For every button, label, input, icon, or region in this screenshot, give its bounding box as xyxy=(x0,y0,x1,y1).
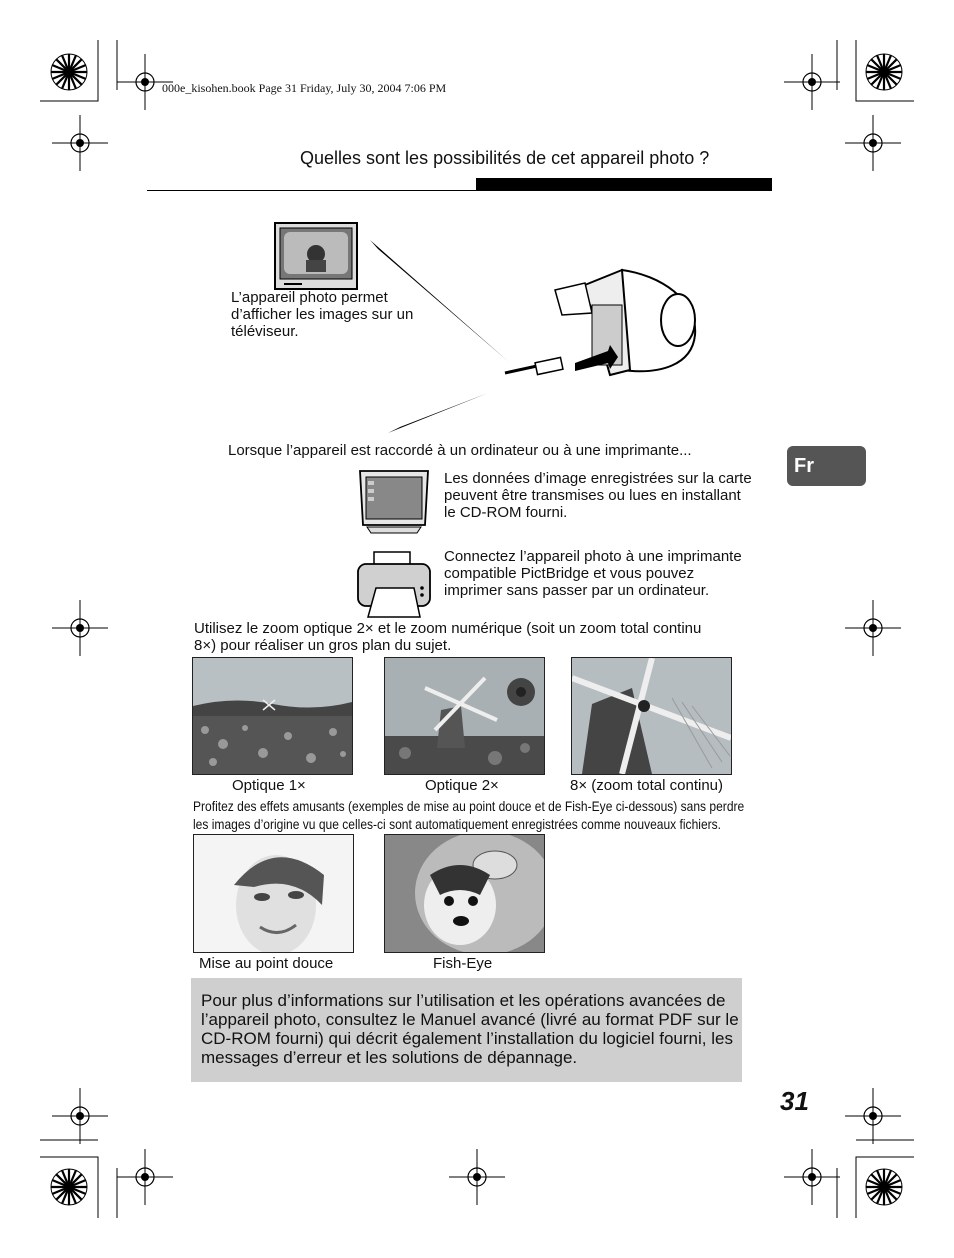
info-box xyxy=(191,978,742,1082)
computer-monitor-icon xyxy=(357,467,431,535)
language-tab-label: Fr xyxy=(794,455,814,477)
camera-connection-illustration xyxy=(360,235,705,435)
photo-fish-eye xyxy=(384,834,545,953)
caption-8x-zoom: 8× (zoom total continu) xyxy=(570,777,723,794)
page-number: 31 xyxy=(780,1086,809,1116)
language-tab xyxy=(787,446,866,486)
computer-description: Les données d’image enregistrées sur la carte peuvent être transmises ou lues en installant le CD-ROM fourni. xyxy=(444,470,752,521)
photo-soft-focus xyxy=(193,834,354,953)
caption-optical-2x: Optique 2× xyxy=(425,777,499,794)
tv-icon xyxy=(274,222,358,290)
effects-intro-line2: les images d’origine vu que celles-ci sont automatiquement enregistrées comme nouveaux fichiers. xyxy=(193,816,722,832)
printer-description: Connectez l’appareil photo à une imprimante compatible PictBridge et vous pouvez imprimer sans passer par un ordinateur. xyxy=(444,548,742,599)
title-rule-thin xyxy=(147,190,477,191)
caption-fish-eye: Fish-Eye xyxy=(433,955,493,972)
photo-8x-zoom xyxy=(571,657,732,775)
photo-optical-2x xyxy=(384,657,545,775)
printer-icon xyxy=(356,550,436,618)
title-rule-thick xyxy=(476,178,772,191)
caption-optical-1x: Optique 1× xyxy=(232,777,306,794)
caption-soft-focus: Mise au point douce xyxy=(199,955,334,972)
info-box-text: Pour plus d’informations sur l’utilisation et les opérations avancées de l’appareil photo, consultez le Manuel avancé (livré au format PDF sur le CD-ROM fourni) qui décrit également l’installation du logiciel fourni, les messages d’erreur et les solutions de dépannage. xyxy=(201,991,739,1067)
book-header: 000e_kisohen.book Page 31 Friday, July 30, 2004 7:06 PM xyxy=(162,81,447,95)
photo-optical-1x xyxy=(192,657,353,775)
tv-description: L’appareil photo permet d’afficher les images sur un téléviseur. xyxy=(231,289,414,340)
page-title: Quelles sont les possibilités de cet appareil photo ? xyxy=(300,148,710,168)
zoom-intro: Utilisez le zoom optique 2× et le zoom numérique (soit un zoom total continu 8×) pour réaliser un gros plan du sujet. xyxy=(194,620,702,654)
effects-intro-line1: Profitez des effets amusants (exemples de mise au point douce et de Fish-Eye ci-dessous) sans perdre xyxy=(193,798,745,814)
connection-intro: Lorsque l’appareil est raccordé à un ordinateur ou à une imprimante... xyxy=(228,442,692,459)
